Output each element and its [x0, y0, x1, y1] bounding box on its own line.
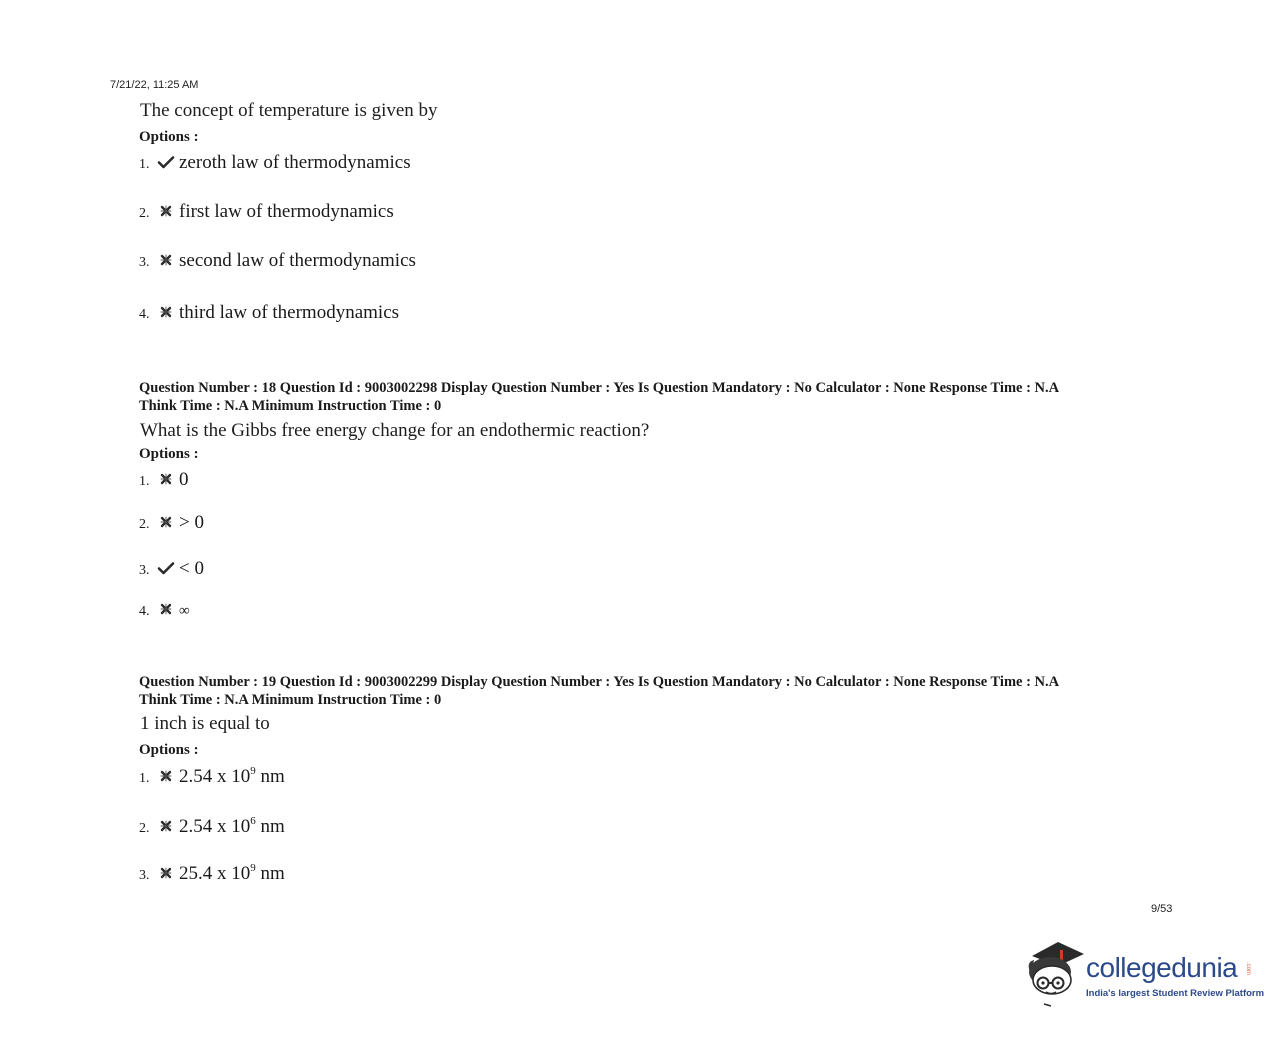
logo-tagline: India's largest Student Review Platform — [1086, 988, 1265, 999]
option-item — [139, 766, 285, 788]
cross-icon — [157, 204, 175, 218]
option-number: 3. — [139, 563, 150, 578]
option-base: 2.54 x 10 — [179, 816, 251, 837]
option-text: > 0 — [179, 512, 204, 533]
option-text — [179, 863, 285, 885]
option-text: third law of thermodynamics — [179, 302, 400, 323]
option-item — [139, 558, 204, 580]
option-item — [139, 601, 190, 620]
option-number: 2. — [139, 517, 150, 532]
cross-icon — [157, 472, 175, 486]
checkmark-icon — [157, 155, 175, 169]
option-unit: nm — [255, 766, 285, 787]
question-text: What is the Gibbs free energy change for an endothermic reaction? — [140, 420, 650, 441]
cross-icon — [157, 769, 175, 783]
option-text: first law of thermodynamics — [179, 201, 394, 222]
option-unit: nm — [255, 863, 285, 884]
options-label: Options : — [139, 129, 199, 145]
collegedunia-logo — [1024, 938, 1264, 1010]
option-item — [139, 201, 394, 223]
option-base: 2.54 x 10 — [179, 766, 251, 787]
cross-icon — [157, 253, 175, 267]
cross-icon — [157, 819, 175, 833]
question-meta-line: Question Number : 18 Question Id : 9003002298 Display Question Number : Yes Is Question Mandatory : No Calculator : None Response Time : N.A — [139, 380, 1060, 396]
question-meta-line: Think Time : N.A Minimum Instruction Time : 0 — [139, 692, 442, 708]
question-meta — [139, 379, 1059, 415]
option-number: 4. — [139, 307, 150, 322]
print-timestamp: 7/21/22, 11:25 AM — [110, 79, 199, 91]
page-number: 9/53 — [1151, 903, 1173, 915]
option-unit: nm — [255, 816, 285, 837]
option-number: 4. — [139, 604, 150, 619]
option-number: 1. — [139, 474, 150, 489]
option-text: < 0 — [179, 558, 204, 579]
cross-icon — [157, 515, 175, 529]
option-text: zeroth law of thermodynamics — [179, 152, 411, 173]
option-exponent: 9 — [250, 765, 256, 777]
question-meta — [139, 673, 1059, 709]
option-text — [179, 816, 285, 838]
option-text: second law of thermodynamics — [179, 250, 416, 271]
question-text: The concept of temperature is given by — [140, 100, 438, 121]
option-item — [139, 816, 285, 838]
option-number: 3. — [139, 255, 150, 270]
option-base: 25.4 x 10 — [179, 863, 251, 884]
question-text: 1 inch is equal to — [140, 713, 270, 734]
option-item — [139, 152, 411, 174]
question-meta-line: Question Number : 19 Question Id : 9003002299 Display Question Number : Yes Is Question Mandatory : No Calculator : None Response Time : N.A — [139, 674, 1060, 690]
question-meta-line: Think Time : N.A Minimum Instruction Time : 0 — [139, 398, 442, 414]
option-text — [179, 766, 285, 788]
option-number: 2. — [139, 821, 150, 836]
option-exponent: 6 — [250, 815, 256, 827]
cross-icon — [157, 305, 175, 319]
logo-wordmark: collegedunia — [1086, 952, 1238, 983]
option-item — [139, 250, 416, 272]
cross-icon — [157, 602, 175, 616]
option-item — [139, 302, 399, 324]
option-item — [139, 863, 285, 885]
option-number: 3. — [139, 868, 150, 883]
option-item — [139, 469, 189, 491]
option-number: 1. — [139, 157, 150, 172]
options-label: Options : — [139, 446, 199, 462]
mascot-icon — [1024, 938, 1086, 1008]
logo-suffix: .com — [1245, 962, 1251, 976]
options-label: Options : — [139, 742, 199, 758]
option-exponent: 9 — [250, 862, 256, 874]
option-number: 1. — [139, 771, 150, 786]
option-item — [139, 512, 204, 534]
checkmark-icon — [157, 561, 175, 575]
option-text: ∞ — [179, 603, 190, 619]
option-number: 2. — [139, 206, 150, 221]
cross-icon — [157, 866, 175, 880]
option-text: 0 — [179, 469, 189, 490]
